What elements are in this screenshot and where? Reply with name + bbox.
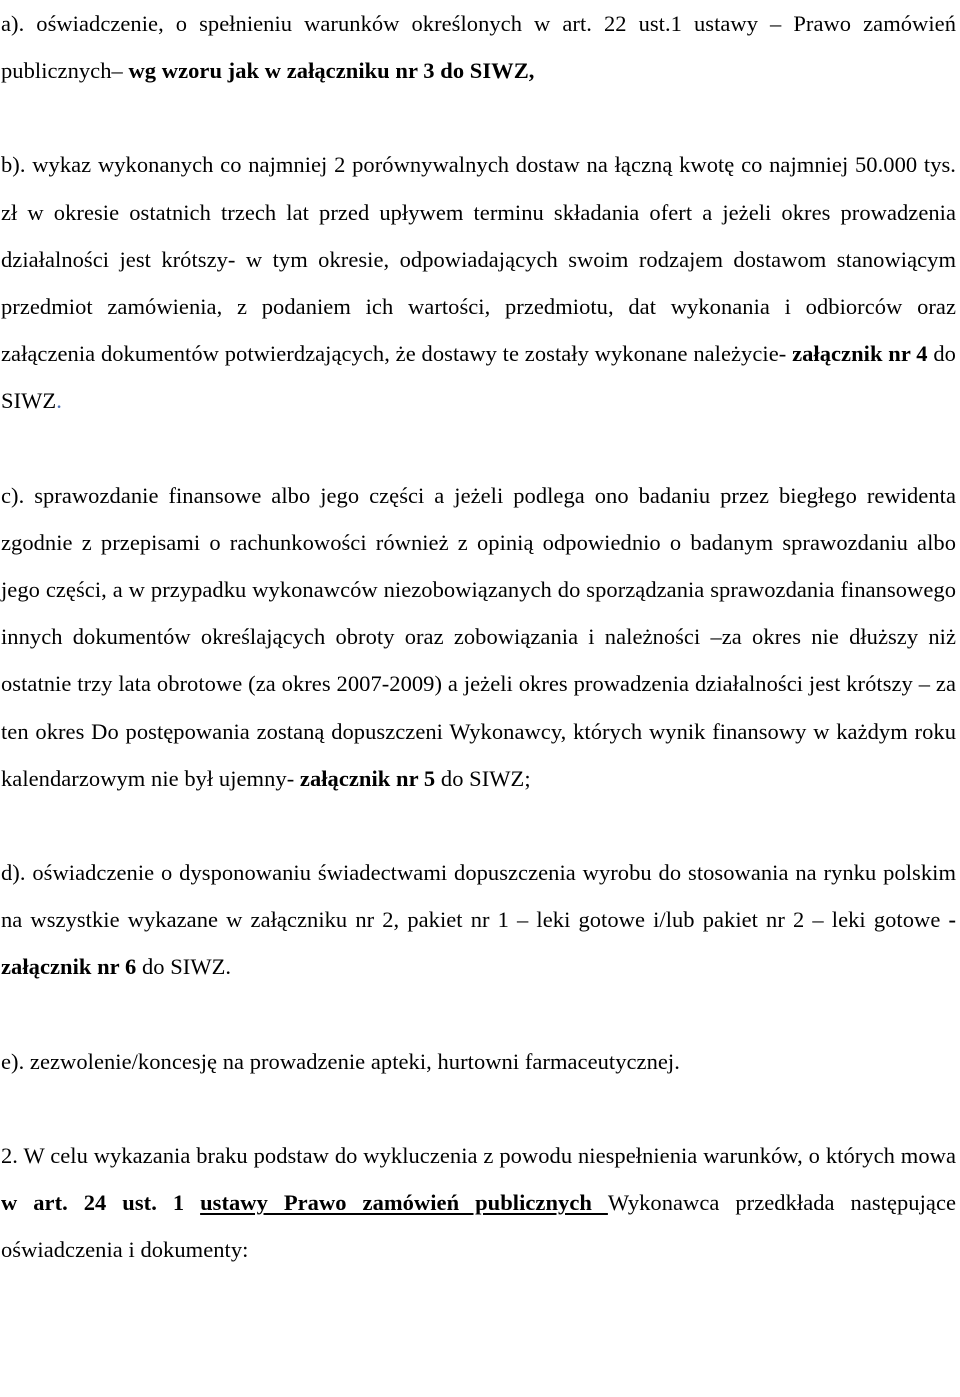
paragraph-e	[1, 1038, 956, 1085]
paragraph-2	[1, 1132, 956, 1274]
spacer	[1, 94, 956, 141]
paragraph-a-text: a). oświadczenie, o spełnieniu warunków określonych w art. 22 ust.1 ustawy – Prawo zamówień publicznych–	[1, 11, 956, 84]
paragraph-e-text: e). zezwolenie/koncesję na prowadzenie apteki, hurtowni farmaceutycznej.	[1, 1048, 680, 1074]
paragraph-a-bold: wg wzoru jak w załączniku nr 3 do SIWZ,	[128, 58, 535, 84]
paragraph-2-text2: Wykonawca przedkłada następujące oświadczenia i dokumenty:	[1, 1190, 957, 1263]
paragraph-d-bold: - załącznik nr 6	[1, 907, 956, 980]
paragraph-c-text: c). sprawozdanie finansowe albo jego części a jeżeli podlega ono badaniu przez biegłego rewidenta zgodnie z przepisami o rachunkowości również z opinią odpowiednio o badanym sprawozdaniu albo jego części, a w przypadku wykonawców niezobowiązanych do sporządzania sprawozdania finansowego innych dokumentów określających obroty oraz zobowiązania i należności –za okres nie dłuższy niż ostatnie trzy lata obrotowe (za okres 2007-2009) a jeżeli okres prowadzenia działalności jest krótszy – za ten okres Do postępowania zostaną dopuszczeni Wykonawcy, których wynik finansowy w każdym roku kalendarzowym nie był ujemny-	[1, 482, 956, 791]
paragraph-2-bold: w art. 24 ust. 1	[1, 1190, 201, 1216]
paragraph-c	[1, 472, 956, 802]
paragraph-c-bold: załącznik nr 5	[299, 765, 436, 791]
paragraph-b-dot: .	[56, 388, 62, 414]
paragraph-c-text2: do SIWZ;	[435, 765, 531, 791]
paragraph-2-text: 2. W celu wykazania braku podstaw do wykluczenia z powodu niespełnienia warunków, o których mowa	[1, 1142, 956, 1168]
spacer	[1, 802, 956, 849]
spacer	[1, 425, 956, 472]
paragraph-d-text: d). oświadczenie o dysponowaniu świadectwami dopuszczenia wyrobu do stosowania na rynku polskim na wszystkie wykazane w załączniku nr 2, pakiet nr 1 – leki gotowe i/lub pakiet nr 2 – leki gotowe	[1, 860, 956, 933]
paragraph-b	[1, 141, 956, 424]
spacer	[1, 1085, 956, 1132]
paragraph-d-text2: do SIWZ.	[136, 954, 232, 980]
paragraph-a	[1, 0, 956, 94]
paragraph-b-text: b). wykaz wykonanych co najmniej 2 porównywalnych dostaw na łączną kwotę co najmniej 50.000 tys. zł w okresie ostatnich trzech lat przed upływem terminu składania ofert a jeżeli okres prowadzenia działalności jest krótszy- w tym okresie, odpowiadających swoim rodzajem dostawom stanowiącym przedmiot zamówienia, z podaniem ich wartości, przedmiotu, dat wykonania i odbiorców oraz załączenia dokumentów potwierdzających, że dostawy te zostały wykonane należycie-	[1, 152, 956, 367]
law-reference-link: ustawy Prawo zamówień publicznych	[200, 1190, 608, 1216]
spacer	[1, 991, 956, 1038]
paragraph-b-bold: załącznik nr 4	[792, 341, 928, 367]
paragraph-d	[1, 849, 956, 991]
paragraph-b-text2: do SIWZ	[1, 341, 956, 414]
